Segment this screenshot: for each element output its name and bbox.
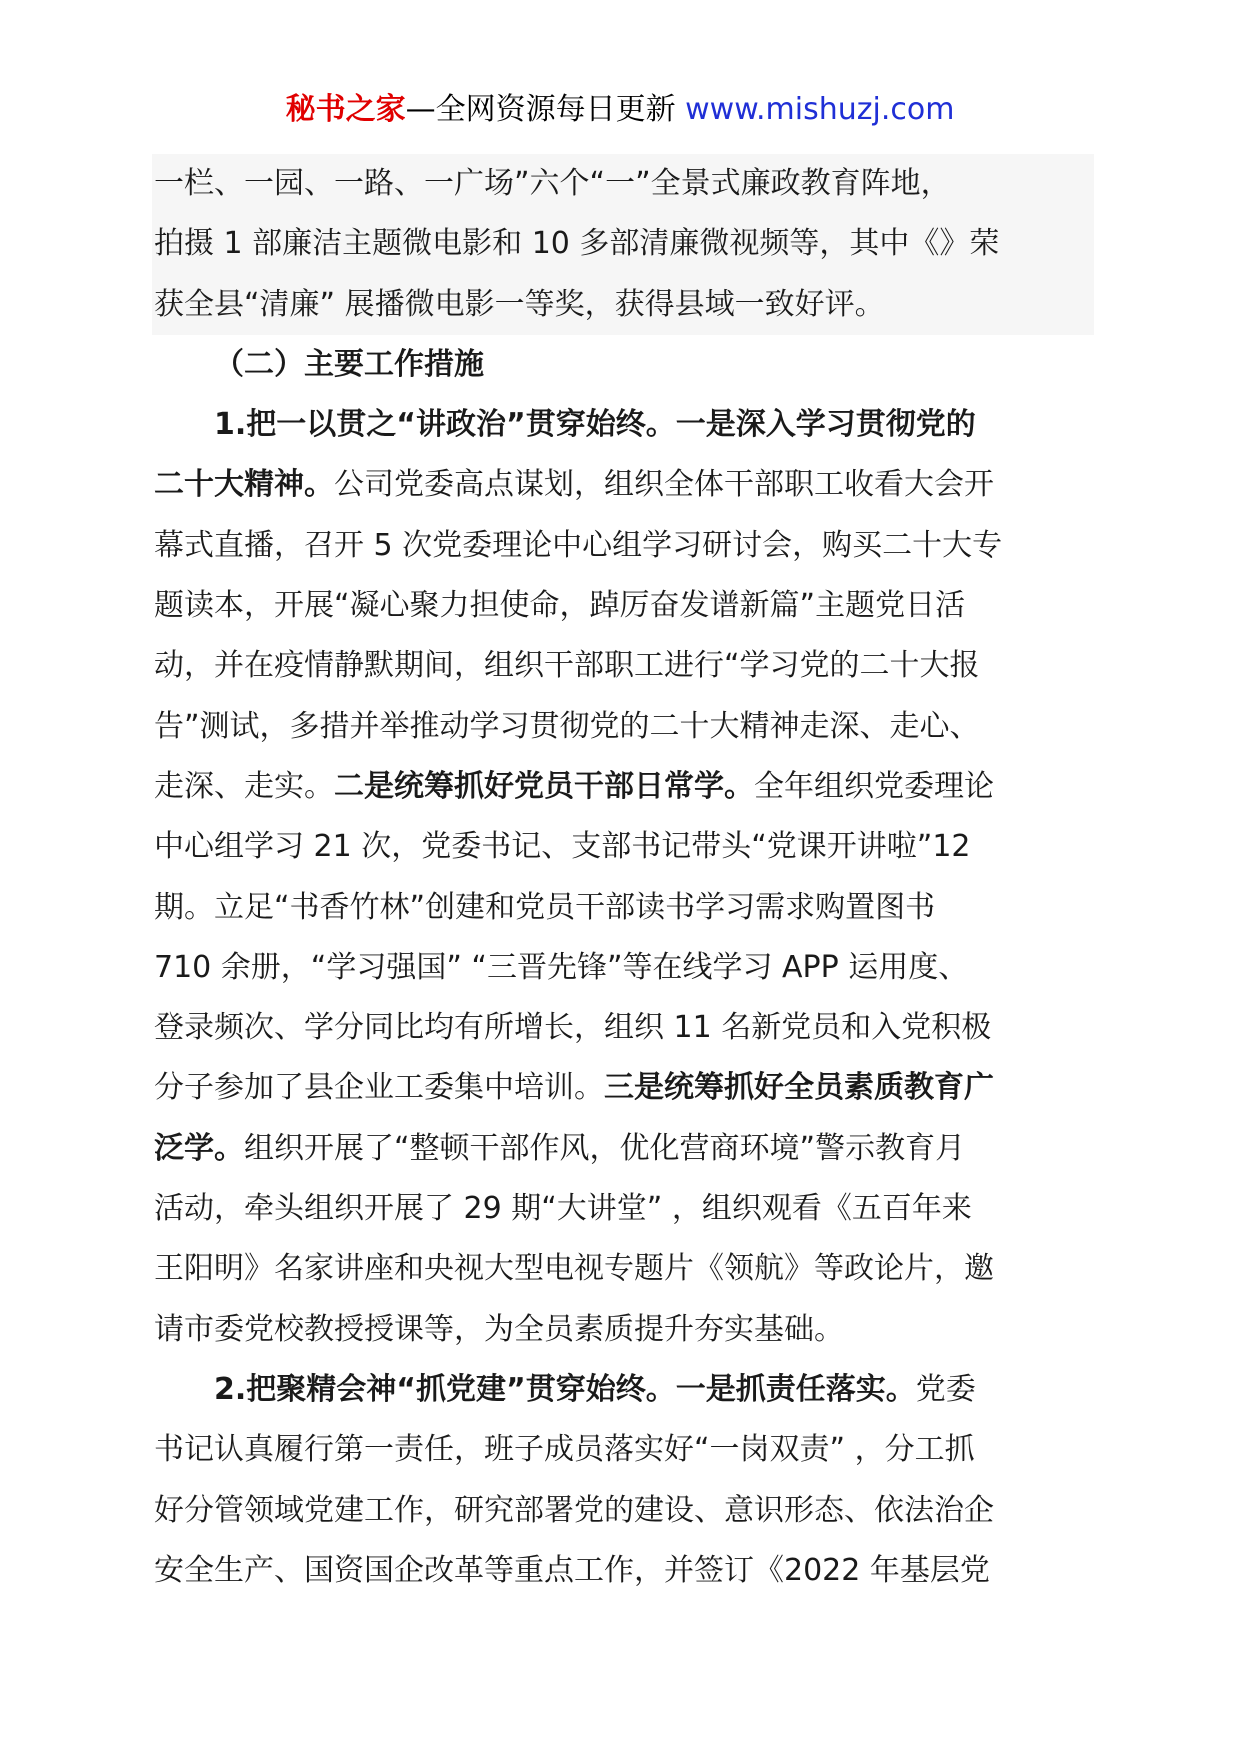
bold-run: 二是统筹抓好党员干部日常学。 [334,768,754,804]
text-line [154,455,1094,515]
text-run: 书记认真履行第一责任，班子成员落实好“一岗双责” ，分工抓 [154,1432,975,1468]
text-line [154,697,1094,757]
text-run: 走深、走实。 [154,768,334,804]
text-run: 王阳明》名家讲座和央视大型电视专题片《领航》等政论片，邀 [154,1251,994,1287]
text-run: 公司党委高点谋划，组织全体干部职工收看大会开 [334,467,994,503]
text-line [154,1420,1094,1480]
text-line [154,1179,1094,1239]
bold-run: 1.把一以贯之“讲政治”贯穿始终。一是深入学习贯彻党的 [214,407,976,443]
text-line [154,878,1094,938]
text-run: 题读本，开展“凝心聚力担使命，踔厉奋发谱新篇”主题党日活 [154,588,966,624]
text-run: 登录频次、学分同比均有所增长，组织 11 名新党员和入党积极 [154,1010,992,1046]
text-run: 告”测试，多措并举推动学习贯彻党的二十大精神走深、走心、 [154,708,980,744]
text-run: 710 余册，“学习强国” “三晋先锋”等在线学习 APP 运用度、 [154,949,969,985]
site-url-link[interactable]: www.mishuzj.com [685,92,955,127]
text-run: 请市委党校教授授课等，为全员素质提升夯实基础。 [154,1311,844,1347]
document-body [154,154,1094,1601]
text-line [154,275,1094,335]
text-line [154,1300,1094,1360]
text-run: 党委 [915,1371,976,1407]
bold-run: 泛学。 [154,1130,244,1166]
text-line [154,576,1094,636]
site-banner [0,80,1240,140]
text-run: 全年组织党委理论 [754,768,994,804]
text-line [154,1541,1094,1601]
banner-slogan: —全网资源每日更新 [405,92,686,127]
text-run: 拍摄 1 部廉洁主题微电影和 10 多部清廉微视频等，其中《》荣 [154,226,1000,262]
text-line [154,395,1094,455]
text-run: 动，并在疫情静默期间，组织干部职工进行“学习党的二十大报 [154,648,980,684]
text-line [154,1119,1094,1179]
text-line [154,817,1094,877]
text-run: 获全县“清廉” 展播微电影一等奖，获得县域一致好评。 [154,286,885,322]
brand-name: 秘书之家 [285,92,406,127]
text-line [154,636,1094,696]
text-line [154,214,1094,274]
bold-run: 二十大精神。 [154,467,334,503]
text-line [154,1481,1094,1541]
text-line [154,938,1094,998]
text-run: 一栏、一园、一路、一广场”六个“一”全景式廉政教育阵地， [154,166,951,201]
text-line [154,516,1094,576]
text-run: 中心组学习 21 次，党委书记、支部书记带头“党课开讲啦”12 [154,829,971,865]
text-run: 期。立足“书香竹林”创建和党员干部读书学习需求购置图书 [154,889,936,925]
paragraph-intro-continuation [152,154,1094,335]
heading-text: （二）主要工作措施 [214,346,484,382]
text-line [154,998,1094,1058]
heading-line [154,335,1094,395]
text-line [154,1058,1094,1118]
text-run: 活动，牵头组织开展了 29 期“大讲堂” ，组织观看《五百年来 [154,1191,972,1227]
text-line [154,1239,1094,1299]
bold-run: 2.把聚精会神“抓党建”贯穿始终。一是抓责任落实。 [214,1371,916,1407]
text-line [154,1360,1094,1420]
text-run: 幕式直播，召开 5 次党委理论中心组学习研讨会，购买二十大专 [154,527,1003,563]
text-run: 分子参加了县企业工委集中培训。 [154,1070,604,1106]
text-line [154,154,1094,214]
paragraph-politics [154,395,1094,1360]
bold-run: 三是统筹抓好全员素质教育广 [604,1070,994,1106]
paragraph-party-building [154,1360,1094,1601]
text-run: 好分管领域党建工作，研究部署党的建设、意识形态、依法治企 [154,1492,994,1528]
section-heading [154,335,1094,395]
text-run: 安全生产、国资国企改革等重点工作，并签订《2022 年基层党 [154,1552,990,1588]
text-run: 组织开展了“整顿干部作风，优化营商环境”警示教育月 [244,1130,966,1166]
text-line [154,757,1094,817]
